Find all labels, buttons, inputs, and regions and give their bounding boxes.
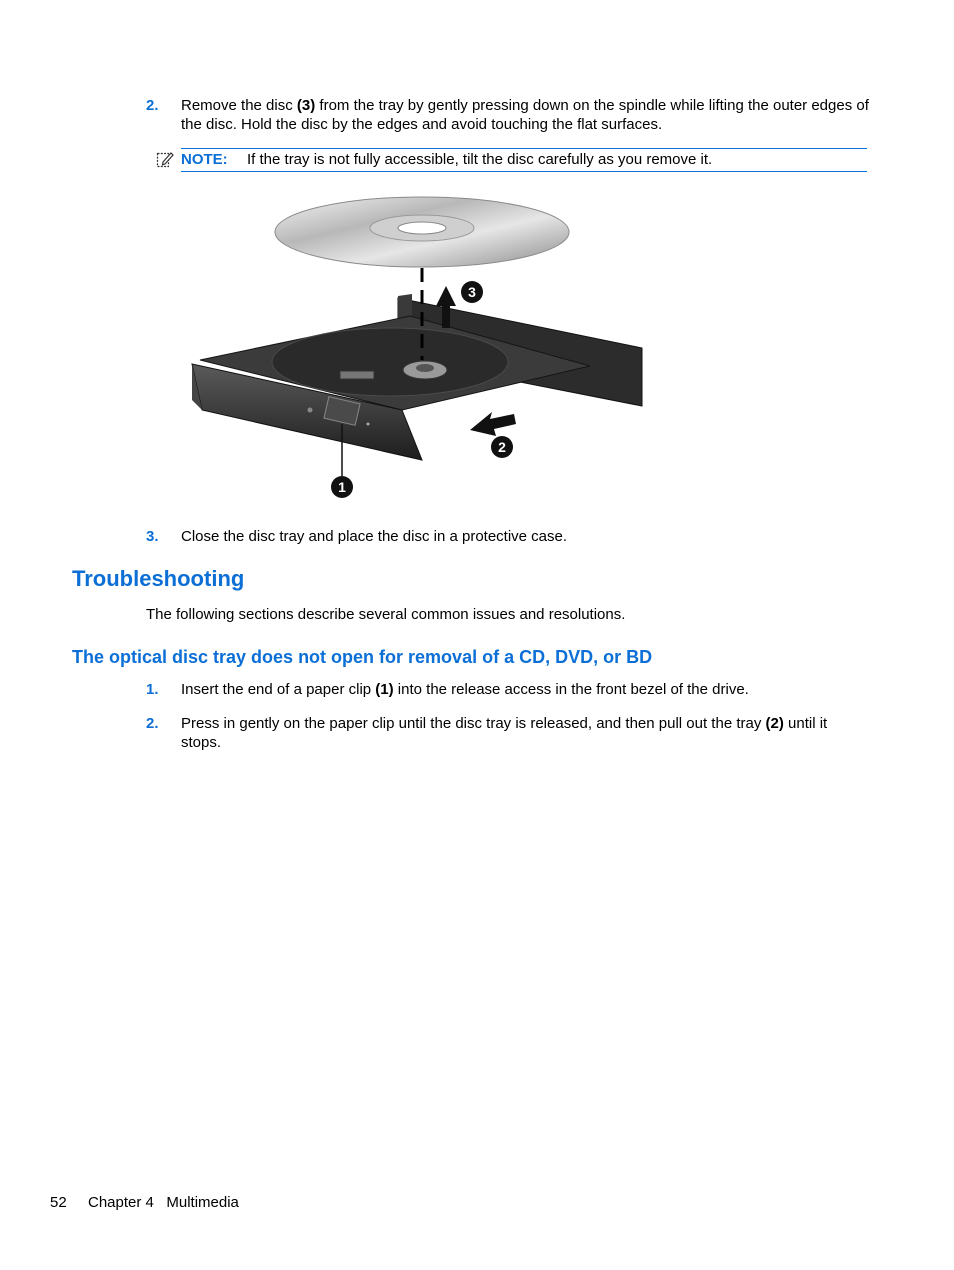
note-label: NOTE:	[181, 151, 228, 168]
step-text	[181, 680, 871, 699]
note-icon	[156, 150, 174, 173]
chapter-footer: Chapter 4 Multimedia	[88, 1194, 239, 1211]
optical-drive-illustration	[180, 188, 650, 508]
step-text: Close the disc tray and place the disc in a protective case.	[181, 528, 568, 545]
step-callout-ref: (1)	[375, 681, 394, 698]
section-heading: Troubleshooting	[72, 566, 245, 591]
step-callout-ref: (3)	[296, 97, 316, 114]
step-text-part: into the release access in the front bezel of the drive.	[393, 681, 749, 698]
step-text-part: Press in gently on the paper clip until the disc tray is released, and then pull out the tray	[181, 715, 766, 732]
step-number: 2.	[146, 715, 159, 732]
section-intro: The following sections describe several common issues and resolutions.	[146, 606, 626, 623]
callout-3: 3	[468, 284, 476, 300]
step-number: 3.	[146, 528, 159, 545]
step-callout-ref: (2)	[765, 715, 784, 732]
step-text-part: Insert the end of a paper clip	[181, 681, 376, 698]
step-text	[181, 96, 871, 134]
step-text-part: Remove the disc	[181, 97, 297, 114]
callout-1: 1	[338, 479, 346, 495]
step-text	[181, 714, 869, 752]
callout-2: 2	[498, 439, 506, 455]
note-box	[181, 148, 867, 172]
step-number: 2.	[146, 97, 159, 114]
note-text: If the tray is not fully accessible, tilt the disc carefully as you remove it.	[247, 151, 713, 168]
page-number: 52	[50, 1194, 67, 1211]
step-number: 1.	[146, 681, 159, 698]
step-text-part: until it stops.	[181, 715, 828, 751]
step-text-part: from the tray by gently pressing down on the spindle while lifting the outer edges of the disc. Hold the disc by the edges and avoid touching the flat surfaces.	[181, 97, 869, 133]
subsection-heading: The optical disc tray does not open for removal of a CD, DVD, or BD	[72, 647, 653, 667]
